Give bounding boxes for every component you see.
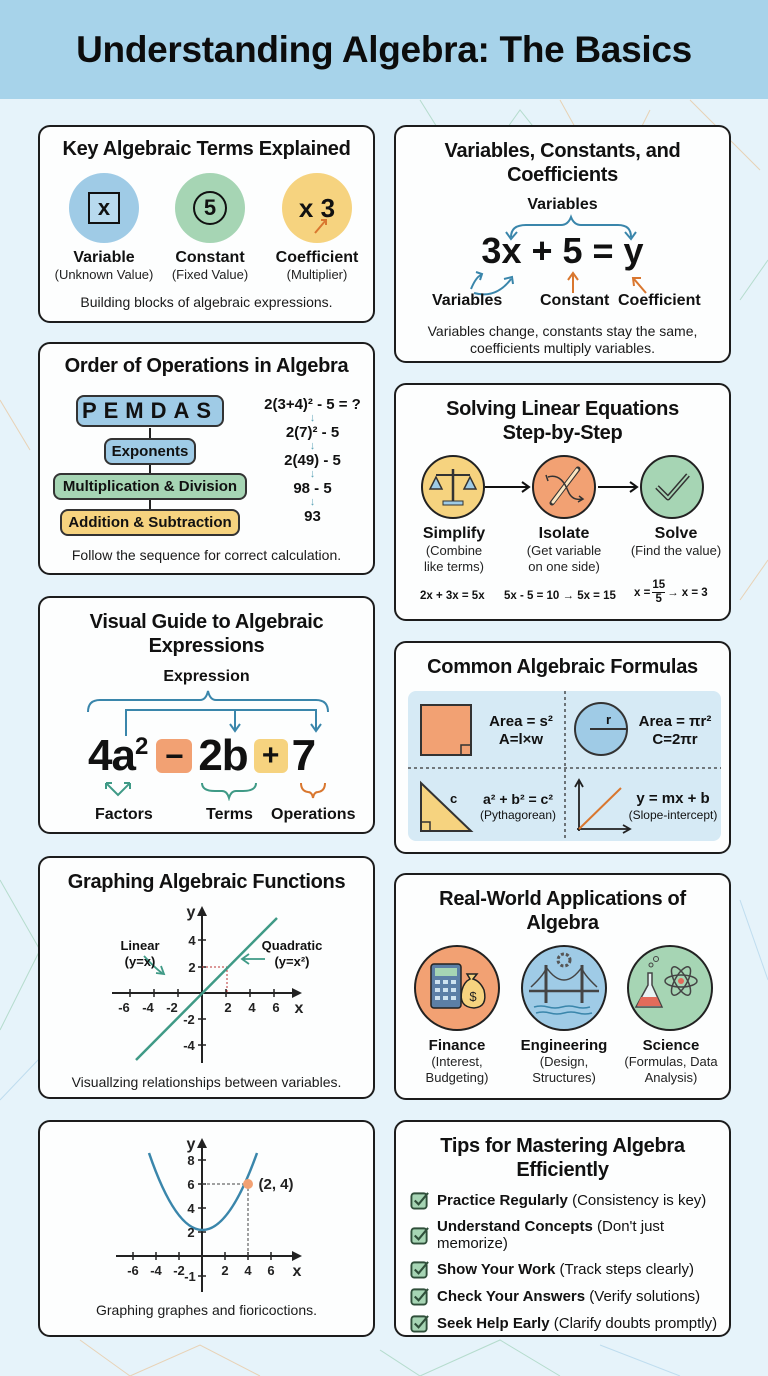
example-isolate: 5x - 5 = 10 → 5x = 15 (504, 590, 616, 602)
formula-circle: Area = πr² C=2πr (638, 713, 712, 748)
label-constant: Constant (540, 292, 610, 309)
arrow-icon (312, 215, 332, 235)
card-title: Order of Operations in Algebra (64, 355, 349, 377)
checkbox-check-icon (410, 1260, 429, 1279)
card-solving-linear-equations (394, 383, 731, 621)
card-variables-constants (394, 125, 731, 363)
square-shape-icon (421, 705, 471, 755)
svg-text:-6: -6 (127, 1263, 139, 1278)
down-arrow-icon: ↓ (309, 468, 316, 480)
svg-text:6: 6 (267, 1263, 275, 1278)
card-title: Solving Linear Equations Step-by-Step (446, 398, 679, 444)
label-operations: Operations (271, 806, 356, 823)
svg-text:y: y (186, 904, 196, 921)
svg-text:4: 4 (248, 1000, 256, 1015)
application-finance: Finance (Interest, Budgeting) (425, 1037, 489, 1085)
card-order-of-operations (38, 342, 375, 575)
circle-shape-icon (575, 703, 627, 755)
quadratic-label: Quadratic (y=x²) (261, 938, 323, 969)
svg-text:4: 4 (244, 1263, 252, 1278)
formula-square: Area = s² A=l×w (489, 713, 553, 748)
constant-circle-icon: 5 (175, 173, 245, 243)
step-isolate: Isolate (Get variable on one side) (526, 525, 602, 574)
checkbox-check-icon (410, 1191, 429, 1210)
application-engineering: Engineering (Design, Structures) (520, 1037, 608, 1085)
svg-text:-4: -4 (183, 1038, 195, 1053)
highlight-point (243, 1179, 253, 1189)
svg-text:2: 2 (187, 1225, 195, 1240)
svg-text:r: r (606, 712, 612, 727)
svg-text:-4: -4 (150, 1263, 162, 1278)
checkbox-check-icon (410, 1226, 429, 1245)
linear-graph-chart (40, 858, 375, 1099)
expression: 4a 2 − 2b + 7 (88, 731, 317, 780)
card-title: Visual Guide to Algebraic Expressions (89, 611, 324, 657)
level-multiplication-division: Multiplication & Division (53, 473, 247, 500)
card-title: Graphing Algebraic Functions (67, 871, 346, 893)
flask-atom-icon (628, 946, 712, 1030)
fraction: $\frac{15}{5}$ (652, 579, 666, 605)
svg-text:4: 4 (188, 933, 196, 948)
svg-text:-2: -2 (183, 1012, 195, 1027)
triangle-shape-icon (421, 783, 471, 831)
term-4a2: 4a (88, 731, 135, 780)
svg-text:-2: -2 (166, 1000, 178, 1015)
card-parabola-graph (38, 1120, 375, 1337)
down-arrow-icon: ↓ (309, 440, 316, 452)
step-simplify: Simplify (Combine like terms) (422, 525, 486, 574)
label-variables: Variables (432, 292, 503, 309)
svg-text:$: $ (469, 989, 477, 1004)
svg-text:-2: -2 (173, 1263, 185, 1278)
label-terms: Terms (206, 806, 253, 823)
svg-text:c: c (450, 791, 458, 806)
tip-item: Seek Help Early (Clarify doubts promptly) (410, 1314, 725, 1333)
term-constant: 5 Constant (Fixed Value) (155, 173, 265, 282)
tip-item: Check Your Answers (Verify solutions) (410, 1287, 725, 1306)
example-solve: x = $\frac{15}{5}$ → x = 3 (634, 579, 708, 605)
level-addition-subtraction: Addition & Subtraction (60, 509, 240, 536)
card-title: Key Algebraic Terms Explained (62, 138, 351, 160)
svg-text:x: x (294, 1000, 304, 1017)
down-arrow-icon: ↓ (309, 496, 316, 508)
card-common-formulas (394, 641, 731, 854)
svg-text:8: 8 (187, 1153, 195, 1168)
card-title: Real-World Applications of Algebra (439, 888, 686, 934)
svg-text:2: 2 (224, 1000, 232, 1015)
steps-flow (396, 451, 731, 521)
bridge-gear-icon (522, 946, 606, 1030)
down-arrow-icon: ↓ (309, 412, 316, 424)
svg-text:4: 4 (187, 1201, 195, 1216)
card-title: Variables, Constants, and Coefficients (444, 140, 681, 186)
page-title: Understanding Algebra: The Basics (76, 28, 692, 70)
card-title: Tips for Mastering Algebra Efficiently (440, 1135, 685, 1181)
calculator-moneybag-icon (415, 946, 499, 1030)
label-pointers (40, 781, 375, 801)
card-title: Common Algebraic Formulas (427, 656, 698, 678)
caption: Building blocks of algebraic expressions. (80, 294, 333, 310)
card-graphing-functions (38, 856, 375, 1099)
svg-text:-4: -4 (142, 1000, 154, 1015)
tip-item: Practice Regularly (Consistency is key) (410, 1191, 725, 1210)
label-coefficient: Coefficient (618, 292, 701, 309)
calculation-steps: 2(3+4)² - 5 = ? ↓ 2(7)² - 5 ↓ 2(49) - 5 ↓ 98 - 5 ↓ 93 (250, 397, 375, 524)
balance-scale-icon (422, 456, 484, 518)
step-solve: Solve (Find the value) (630, 525, 722, 558)
swap-pencil-icon (533, 456, 595, 518)
operator-minus: − (156, 739, 192, 773)
checkbox-check-icon (410, 1287, 429, 1306)
svg-text:-1: -1 (184, 1269, 196, 1284)
card-visual-guide (38, 596, 375, 834)
svg-text:-6: -6 (118, 1000, 130, 1015)
tip-item: Understand Concepts (Don't just memorize) (410, 1218, 725, 1252)
term-coefficient: x 3 Coefficient (Multiplier) (262, 173, 372, 282)
tips-list (410, 1191, 725, 1337)
expression-label: Expression (163, 668, 250, 685)
svg-text:2: 2 (221, 1263, 229, 1278)
example-simplify: 2x + 3x = 5x (420, 590, 485, 602)
svg-text:6: 6 (187, 1177, 195, 1192)
formula-slope-intercept: y = mx + b (Slope-intercept) (628, 790, 718, 822)
term-7: 7 (291, 731, 317, 780)
card-tips (394, 1120, 731, 1337)
pemdas-box: PEMDAS (76, 395, 224, 427)
formula-pythagorean: a² + b² = c² (Pythagorean) (479, 791, 557, 822)
svg-text:2: 2 (188, 960, 196, 975)
page-header (0, 0, 768, 99)
linear-label: Linear (y=x) (120, 938, 160, 969)
svg-text:6: 6 (272, 1000, 280, 1015)
label-factors: Factors (95, 806, 153, 823)
checkbox-check-icon (410, 1314, 429, 1333)
application-science: Science (Formulas, Data Analysis) (624, 1037, 718, 1085)
caption: Variables change, constants stay the same, coefficients multiply variables. (427, 323, 698, 356)
caption: Visuallzing relationships between variables. (71, 1074, 342, 1090)
formula-grid (408, 691, 721, 841)
svg-text:y: y (186, 1136, 196, 1153)
tip-item: Show Your Work (Track steps clearly) (410, 1260, 725, 1279)
term-2b: 2b (198, 731, 248, 780)
checkmark-icon (641, 456, 703, 518)
term-variable: x Variable (Unknown Value) (49, 173, 159, 282)
variables-top-label: Variables (527, 196, 598, 213)
level-exponents: Exponents (104, 438, 196, 465)
svg-text:(2, 4): (2, 4) (258, 1176, 294, 1193)
caption: Follow the sequence for correct calculation. (71, 547, 342, 563)
operator-plus: + (254, 739, 288, 773)
card-real-world (394, 873, 731, 1100)
multiplier-icon: x 3 (282, 173, 352, 243)
equation: 3x + 5 = y (481, 230, 644, 271)
caption: Graphing graphes and fioricoctions. (95, 1302, 318, 1318)
svg-text:x: x (292, 1263, 302, 1280)
application-icons (396, 945, 731, 1035)
card-key-terms (38, 125, 375, 323)
variable-box-icon: x (69, 173, 139, 243)
